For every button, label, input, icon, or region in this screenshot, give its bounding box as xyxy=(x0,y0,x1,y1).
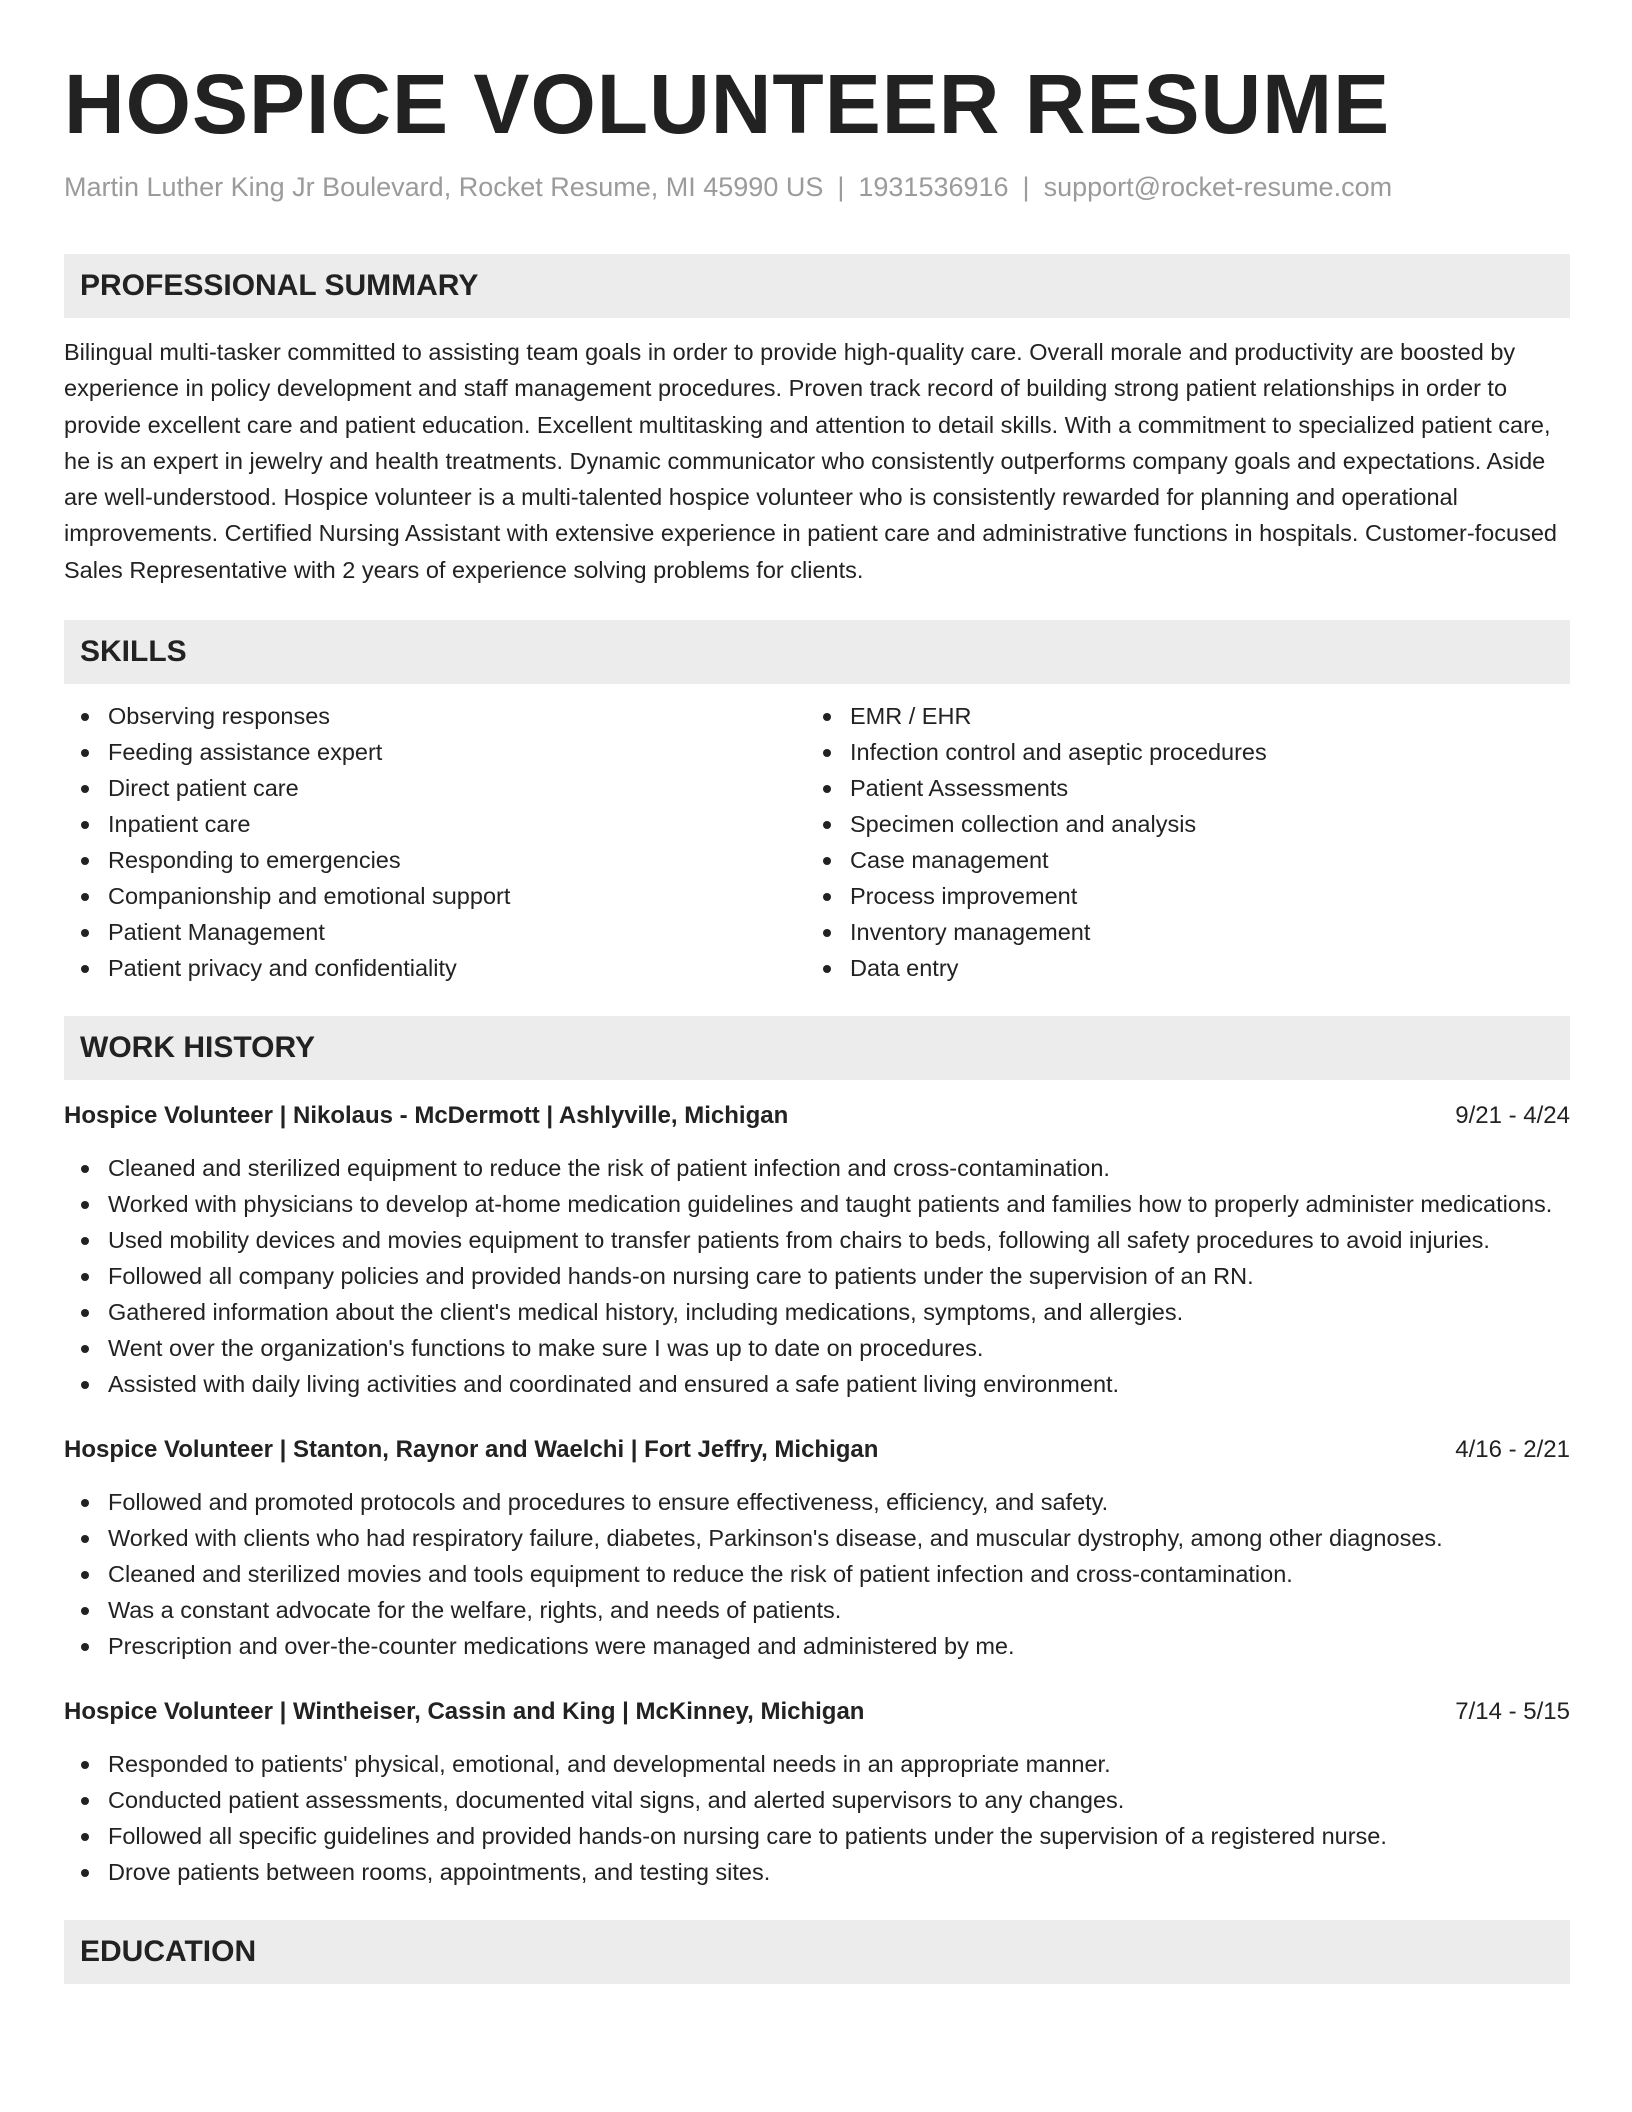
job-bullet: Followed all specific guidelines and provided hands-on nursing care to patients under the supervision of a registered nurse. xyxy=(64,1818,1570,1854)
skill-item: Patient Assessments xyxy=(806,770,1548,806)
skill-item: Process improvement xyxy=(806,878,1548,914)
job-bullet: Cleaned and sterilized movies and tools equipment to reduce the risk of patient infection and cross-contamination. xyxy=(64,1556,1570,1592)
job-entry xyxy=(64,1432,1570,1664)
job-bullet: Prescription and over-the-counter medications were managed and administered by me. xyxy=(64,1628,1570,1664)
skill-item: Observing responses xyxy=(64,698,806,734)
job-entry xyxy=(64,1098,1570,1402)
job-bullet: Followed all company policies and provided hands-on nursing care to patients under the supervision of an RN. xyxy=(64,1258,1570,1294)
skill-item: Patient Management xyxy=(64,914,806,950)
job-bullets xyxy=(64,1746,1570,1890)
job-bullet: Conducted patient assessments, documented vital signs, and alerted supervisors to any changes. xyxy=(64,1782,1570,1818)
job-header xyxy=(64,1432,1570,1468)
job-bullet: Gathered information about the client's medical history, including medications, symptoms, and allergies. xyxy=(64,1294,1570,1330)
section-header-skills: SKILLS xyxy=(64,620,1570,684)
job-bullet: Went over the organization's functions to make sure I was up to date on procedures. xyxy=(64,1330,1570,1366)
skill-item: Responding to emergencies xyxy=(64,842,806,878)
contact-separator: | xyxy=(837,172,845,202)
contact-address: Martin Luther King Jr Boulevard, Rocket Resume, MI 45990 US xyxy=(64,172,824,202)
section-header-education: EDUCATION xyxy=(64,1920,1570,1984)
summary-text: Bilingual multi-tasker committed to assisting team goals in order to provide high-quality care. Overall morale and productivity are boosted by experience in policy development and staff management procedures. Proven track record of building strong patient relationships in order to provide excellent care and patient education. Excellent multitasking and attention to detail skills. With a commitment to specialized patient care, he is an expert in jewelry and health treatments. Dynamic communicator who consistently outperforms company goals and expectations. Aside are well-understood. Hospice volunteer is a multi-talented hospice volunteer who is consistently rewarded for planning and operational improvements. Certified Nursing Assistant with extensive experience in patient care and administrative functions in hospitals. Customer-focused Sales Representative with 2 years of experience solving problems for clients. xyxy=(64,339,1557,583)
job-bullets xyxy=(64,1484,1570,1664)
skill-item: Inventory management xyxy=(806,914,1548,950)
resume-title: HOSPICE VOLUNTEER RESUME xyxy=(64,57,1391,151)
job-bullet: Used mobility devices and movies equipment to transfer patients from chairs to beds, following all safety procedures to avoid injuries. xyxy=(64,1222,1570,1258)
job-bullet: Was a constant advocate for the welfare, rights, and needs of patients. xyxy=(64,1592,1570,1628)
job-bullet: Followed and promoted protocols and procedures to ensure effectiveness, efficiency, and safety. xyxy=(64,1484,1570,1520)
job-dates: 9/21 - 4/24 xyxy=(1455,1102,1570,1130)
job-dates: 4/16 - 2/21 xyxy=(1455,1436,1570,1464)
skill-item: Feeding assistance expert xyxy=(64,734,806,770)
contact-separator: | xyxy=(1022,172,1030,202)
job-bullet: Assisted with daily living activities and coordinated and ensured a safe patient living environment. xyxy=(64,1366,1570,1402)
skill-item: Data entry xyxy=(806,950,1548,986)
contact-phone: 1931536916 xyxy=(858,172,1009,202)
skill-item: Patient privacy and confidentiality xyxy=(64,950,806,986)
job-bullet: Drove patients between rooms, appointments, and testing sites. xyxy=(64,1854,1570,1890)
job-bullet: Worked with physicians to develop at-home medication guidelines and taught patients and families how to properly administer medications. xyxy=(64,1186,1570,1222)
skill-item: Direct patient care xyxy=(64,770,806,806)
section-header-summary: PROFESSIONAL SUMMARY xyxy=(64,254,1570,318)
job-header xyxy=(64,1098,1570,1134)
job-entry xyxy=(64,1694,1570,1890)
job-dates: 7/14 - 5/15 xyxy=(1455,1698,1570,1726)
job-title: Hospice Volunteer | Wintheiser, Cassin and King | McKinney, Michigan xyxy=(64,1698,865,1726)
job-header xyxy=(64,1694,1570,1730)
skill-item: Specimen collection and analysis xyxy=(806,806,1548,842)
skill-item: Case management xyxy=(806,842,1548,878)
job-bullet: Cleaned and sterilized equipment to reduce the risk of patient infection and cross-contamination. xyxy=(64,1150,1570,1186)
resume-page xyxy=(64,0,1570,1984)
job-bullet: Worked with clients who had respiratory failure, diabetes, Parkinson's disease, and muscular dystrophy, among other diagnoses. xyxy=(64,1520,1570,1556)
job-title: Hospice Volunteer | Nikolaus - McDermott | Ashlyville, Michigan xyxy=(64,1102,789,1130)
skills-column-left xyxy=(64,698,806,986)
section-header-work-history: WORK HISTORY xyxy=(64,1016,1570,1080)
job-bullets xyxy=(64,1150,1570,1402)
skill-item: Companionship and emotional support xyxy=(64,878,806,914)
skill-item: EMR / EHR xyxy=(806,698,1548,734)
skill-item: Inpatient care xyxy=(64,806,806,842)
job-bullet: Responded to patients' physical, emotional, and developmental needs in an appropriate manner. xyxy=(64,1746,1570,1782)
job-title: Hospice Volunteer | Stanton, Raynor and Waelchi | Fort Jeffry, Michigan xyxy=(64,1436,879,1464)
skill-item: Infection control and aseptic procedures xyxy=(806,734,1548,770)
skills-column-right xyxy=(806,698,1548,986)
contact-line xyxy=(64,170,1570,204)
contact-email: support@rocket-resume.com xyxy=(1043,172,1393,202)
skills-list xyxy=(64,698,1570,986)
